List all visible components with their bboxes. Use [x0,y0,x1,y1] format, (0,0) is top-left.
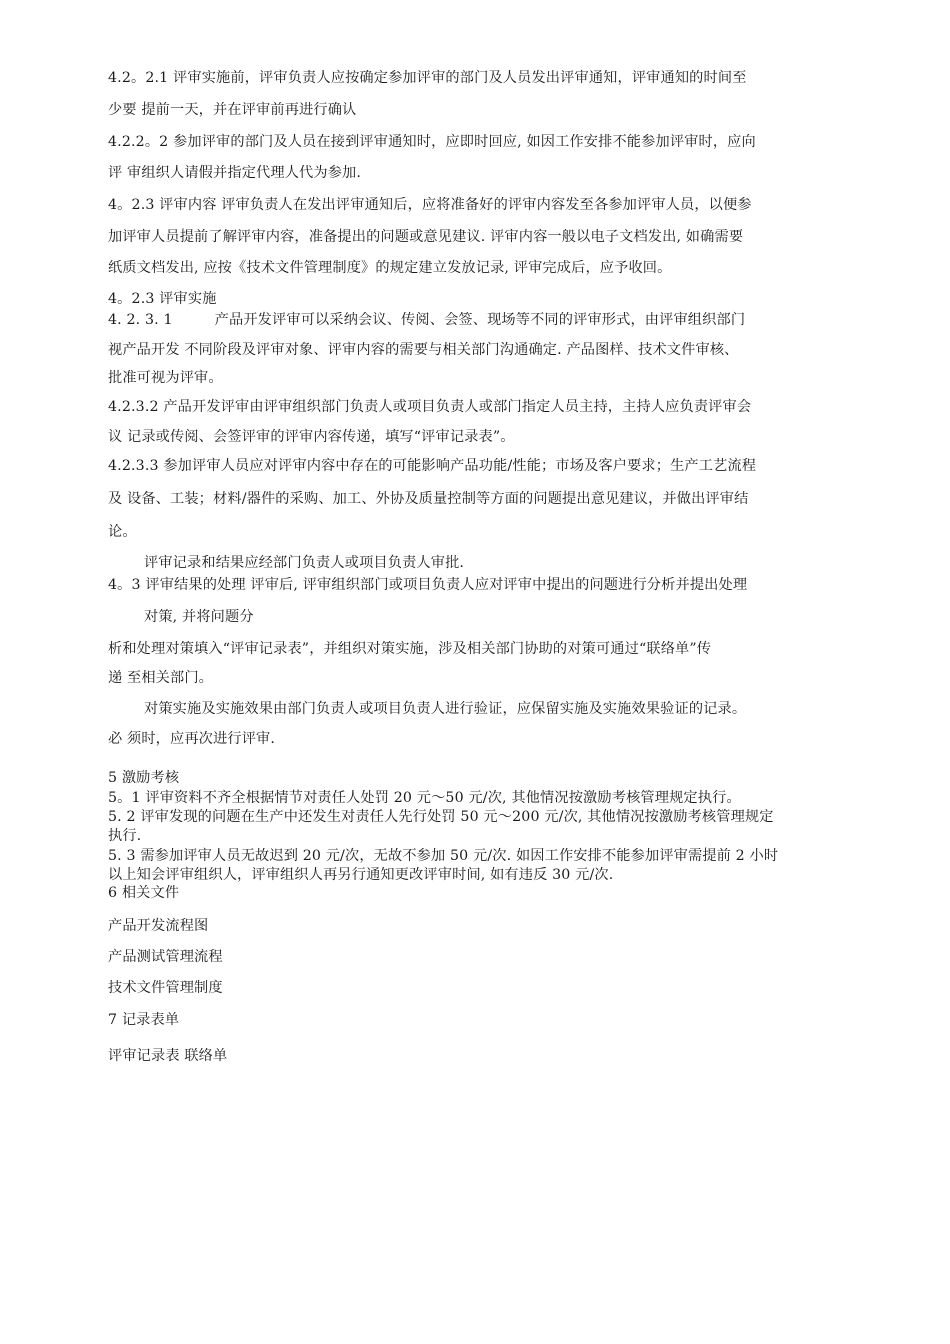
para-4-2-3-1-line2: 视产品开发 不同阶段及评审对象、评审内容的需要与相关部门沟通确定. 产品图样、技术文件审核、 [108,342,739,358]
heading-incentive-assessment: 5 激励考核 [108,770,180,786]
para-5-3-line2: 以上知会评审组织人，评审组织人再另行通知更改评审时间, 如有违反 30 元/次. [108,867,614,883]
para-approval: 评审记录和结果应经部门负责人或项目负责人审批. [144,555,465,571]
related-doc-item: 产品开发流程图 [108,918,209,934]
heading-record-forms: 7 记录表单 [108,1012,180,1028]
para-4-2-3-3-line1: 4.2.3.3 参加评审人员应对评审内容中存在的可能影响产品功能/性能；市场及客户要求；生产工艺流程 [108,458,757,474]
para-4-3-line3: 析和处理对策填入“评审记录表”，并组织对策实施，涉及相关部门协助的对策可通过“联络单”传 [108,641,712,657]
para-4-2-3-1-number: 4. 2. 3. 1 [108,312,173,328]
para-5-2-line2: 执行. [108,828,142,844]
para-4-3-line1: 4。3 评审结果的处理 评审后, 评审组织部门或项目负责人应对评审中提出的问题进行分析并提出处理 [108,577,748,593]
para-4-2-2-2-line2: 评 审组织人请假并指定代理人代为参加. [108,165,362,181]
para-4-2-2-1-line1: 4.2。2.1 评审实施前，评审负责人应按确定参加评审的部门及人员发出评审通知，评审通知的时间至 [108,70,747,86]
para-4-2-3-1-line3: 批准可视为评审。 [108,370,223,386]
para-4-3-line5: 对策实施及实施效果由部门负责人或项目负责人进行验证，应保留实施及实施效果验证的记录。 [144,701,747,717]
heading-related-documents: 6 相关文件 [108,885,180,901]
para-4-2-2-2-line1: 4.2.2。2 参加评审的部门及人员在接到评审通知时，应即时回应, 如因工作安排不能参加评审时，应向 [108,134,756,150]
para-review-content-line3: 纸质文档发出, 应按《技术文件管理制度》的规定建立发放记录, 评审完成后，应予收回。 [108,260,672,276]
related-doc-item: 产品测试管理流程 [108,949,223,965]
para-review-content-line2: 加评审人员提前了解评审内容，准备提出的问题或意见建议. 评审内容一般以电子文档发出, 如确需要 [108,229,744,245]
related-doc-item: 技术文件管理制度 [108,980,223,996]
para-4-2-3-3-line3: 论。 [108,524,137,540]
para-4-2-3-3-line2: 及 设备、工装；材料/器件的采购、加工、外协及质量控制等方面的问题提出意见建议，并做出评审结 [108,491,749,507]
record-forms-list: 评审记录表 联络单 [108,1048,228,1064]
para-5-1: 5。1 评审资料不齐全根据情节对责任人处罚 20 元～50 元/次, 其他情况按激励考核管理规定执行。 [108,790,741,806]
heading-review-implementation: 4。2.3 评审实施 [108,291,217,307]
para-4-3-line2: 对策, 并将问题分 [144,609,254,625]
para-4-2-3-1-text: 产品开发评审可以采纳会议、传阅、会签、现场等不同的评审形式，由评审组织部门 [214,312,746,328]
para-5-2-line1: 5. 2 评审发现的问题在生产中还发生对责任人先行处罚 50 元～200 元/次, 其他情况按激励考核管理规定 [108,809,774,825]
para-review-content-line1: 4。2.3 评审内容 评审负责人在发出评审通知后，应将准备好的评审内容发至各参加评审人员，以便参 [108,197,752,213]
para-4-3-line4: 递 至相关部门。 [108,670,214,686]
para-4-3-line6: 必 须时，应再次进行评审. [108,731,276,747]
para-4-2-3-2-line1: 4.2.3.2 产品开发评审由评审组织部门负责人或项目负责人或部门指定人员主持，主持人应负责评审会 [108,399,752,415]
para-4-2-2-1-line2: 少要 提前一天，并在评审前再进行确认 [108,102,357,118]
para-4-2-3-1-line1 [108,309,745,329]
para-5-3-line1: 5. 3 需参加评审人员无故迟到 20 元/次，无故不参加 50 元/次. 如因工作安排不能参加评审需提前 2 小时 [108,848,779,864]
para-4-2-3-2-line2: 议 记录或传阅、会签评审的评审内容传递，填写“评审记录表”。 [108,429,515,445]
